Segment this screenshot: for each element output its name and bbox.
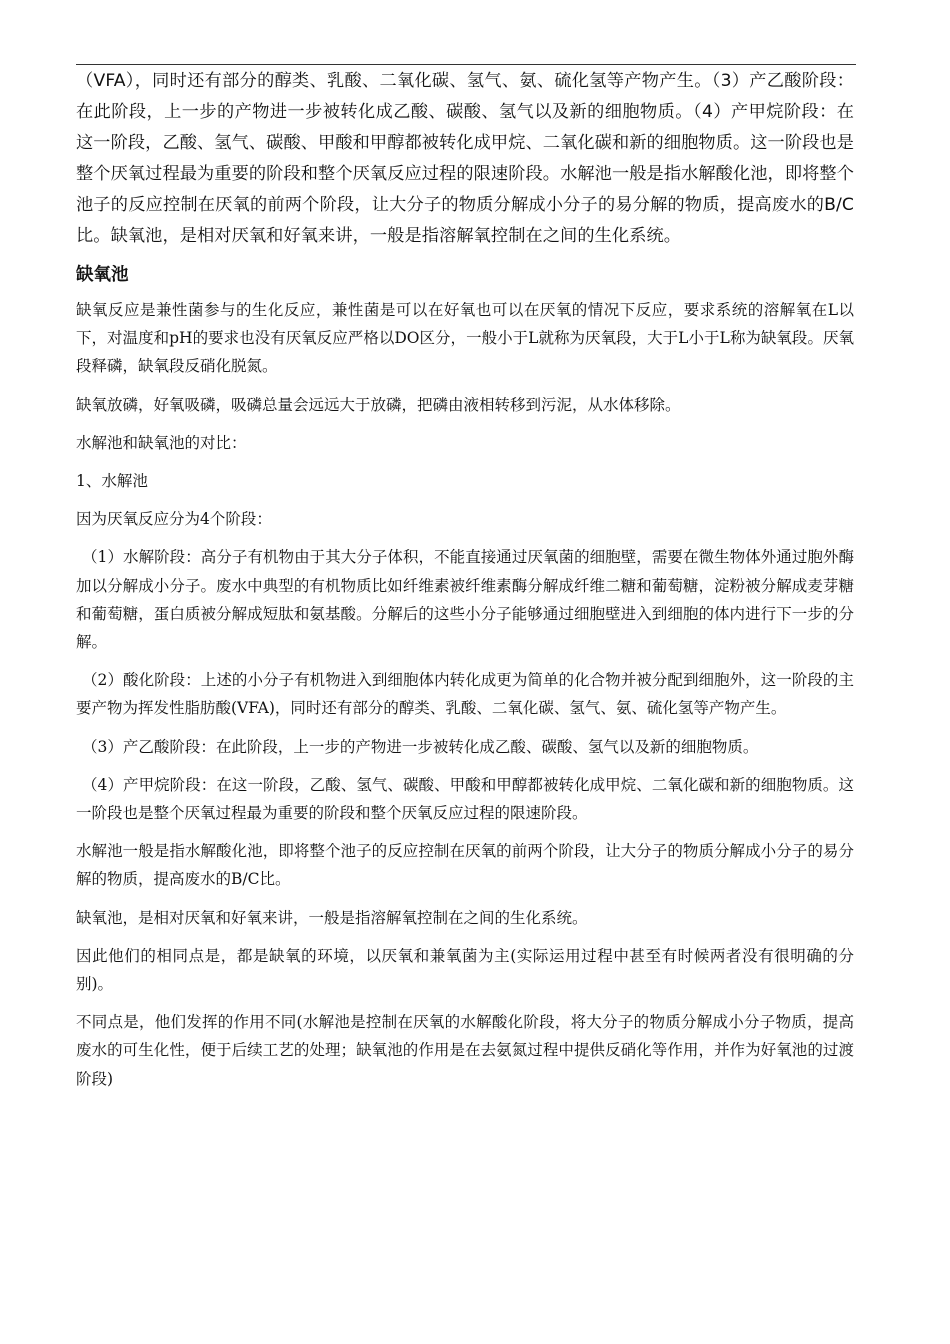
paragraph-stage-3: （3）产乙酸阶段：在此阶段，上一步的产物进一步被转化成乙酸、碳酸、氢气以及新的细胞物质。 [82, 737, 759, 756]
paragraph-similarities: 因此他们的相同点是，都是缺氧的环境，以厌氧和兼氧菌为主(实际运用过程中甚至有时候两者没有很明确的分别)。 [76, 946, 854, 994]
lead-paragraph: （VFA），同时还有部分的醇类、乳酸、二氧化碳、氢气、氨、硫化氢等产物产生。（3）产乙酸阶段：在此阶段，上一步的产物进一步被转化成乙酸、碳酸、氢气以及新的细胞物质。（4）产甲烷阶段：在这一阶段，乙酸、氢气、碳酸、甲酸和甲醇都被转化成甲烷、二氧化碳和新的细胞物质。这一阶段也是整个厌氧过程最为重要的阶段和整个厌氧反应过程的限速阶段。水解池一般是指水解酸化池，即将整个池子的反应控制在厌氧的前两个阶段，让大分子的物质分解成小分子的易分解的物质，提高废水的B/C比。缺氧池，是相对厌氧和好氧来讲，一般是指溶解氧控制在之间的生化系统。 [76, 71, 854, 246]
paragraph-four-stages: 因为厌氧反应分为4个阶段： [76, 510, 272, 529]
paragraph-hydrolysis-tank-title: 1、水解池 [76, 472, 148, 491]
paragraph-anoxic-reaction: 缺氧反应是兼性菌参与的生化反应，兼性菌是可以在好氧也可以在厌氧的情况下反应，要求系统的溶解氧在L以下，对温度和pH的要求也没有厌氧反应严格以DO区分，一般小于L就称为厌氧段，大于L小于L称为缺氧段。厌氧段释磷，缺氧段反硝化脱氮。 [76, 301, 854, 376]
paragraph-anoxic-tank-definition: 缺氧池，是相对厌氧和好氧来讲，一般是指溶解氧控制在之间的生化系统。 [76, 908, 588, 927]
section-heading: 缺氧池 [76, 265, 129, 285]
paragraph-hydrolysis-tank-definition: 水解池一般是指水解酸化池，即将整个池子的反应控制在厌氧的前两个阶段，让大分子的物质分解成小分子的易分解的物质，提高废水的B/C比。 [76, 842, 854, 889]
document-body [76, 66, 854, 1093]
paragraph-comparison-title: 水解池和缺氧池的对比： [76, 433, 247, 452]
paragraph-stage-4: （4）产甲烷阶段：在这一阶段，乙酸、氢气、碳酸、甲酸和甲醇都被转化成甲烷、二氧化碳和新的细胞物质。这一阶段也是整个厌氧过程最为重要的阶段和整个厌氧反应过程的限速阶段。 [76, 775, 854, 823]
header-rule [76, 64, 856, 65]
paragraph-stage-2: （2）酸化阶段：上述的小分子有机物进入到细胞体内转化成更为简单的化合物并被分配到细胞外，这一阶段的主要产物为挥发性脂肪酸(VFA)，同时还有部分的醇类、乳酸、二氧化碳、氢气、氨、硫化氢等产物产生。 [76, 671, 854, 718]
paragraph-stage-1: （1）水解阶段：高分子有机物由于其大分子体积，不能直接通过厌氧菌的细胞壁，需要在微生物体外通过胞外酶加以分解成小分子。废水中典型的有机物质比如纤维素被纤维素酶分解成纤维二糖和葡萄糖，淀粉被分解成麦芽糖和葡萄糖，蛋白质被分解成短肽和氨基酸。分解后的这些小分子能够通过细胞壁进入到细胞的体内进行下一步的分解。 [76, 548, 854, 652]
paragraph-phosphorus: 缺氧放磷，好氧吸磷，吸磷总量会远远大于放磷，把磷由液相转移到污泥，从水体移除。 [76, 395, 681, 414]
paragraph-differences: 不同点是，他们发挥的作用不同(水解池是控制在厌氧的水解酸化阶段，将大分子的物质分解成小分子物质，提高废水的可生化性，便于后续工艺的处理；缺氧池的作用是在去氨氮过程中提供反硝化等作用，并作为好氧池的过渡阶段) [76, 1013, 854, 1088]
